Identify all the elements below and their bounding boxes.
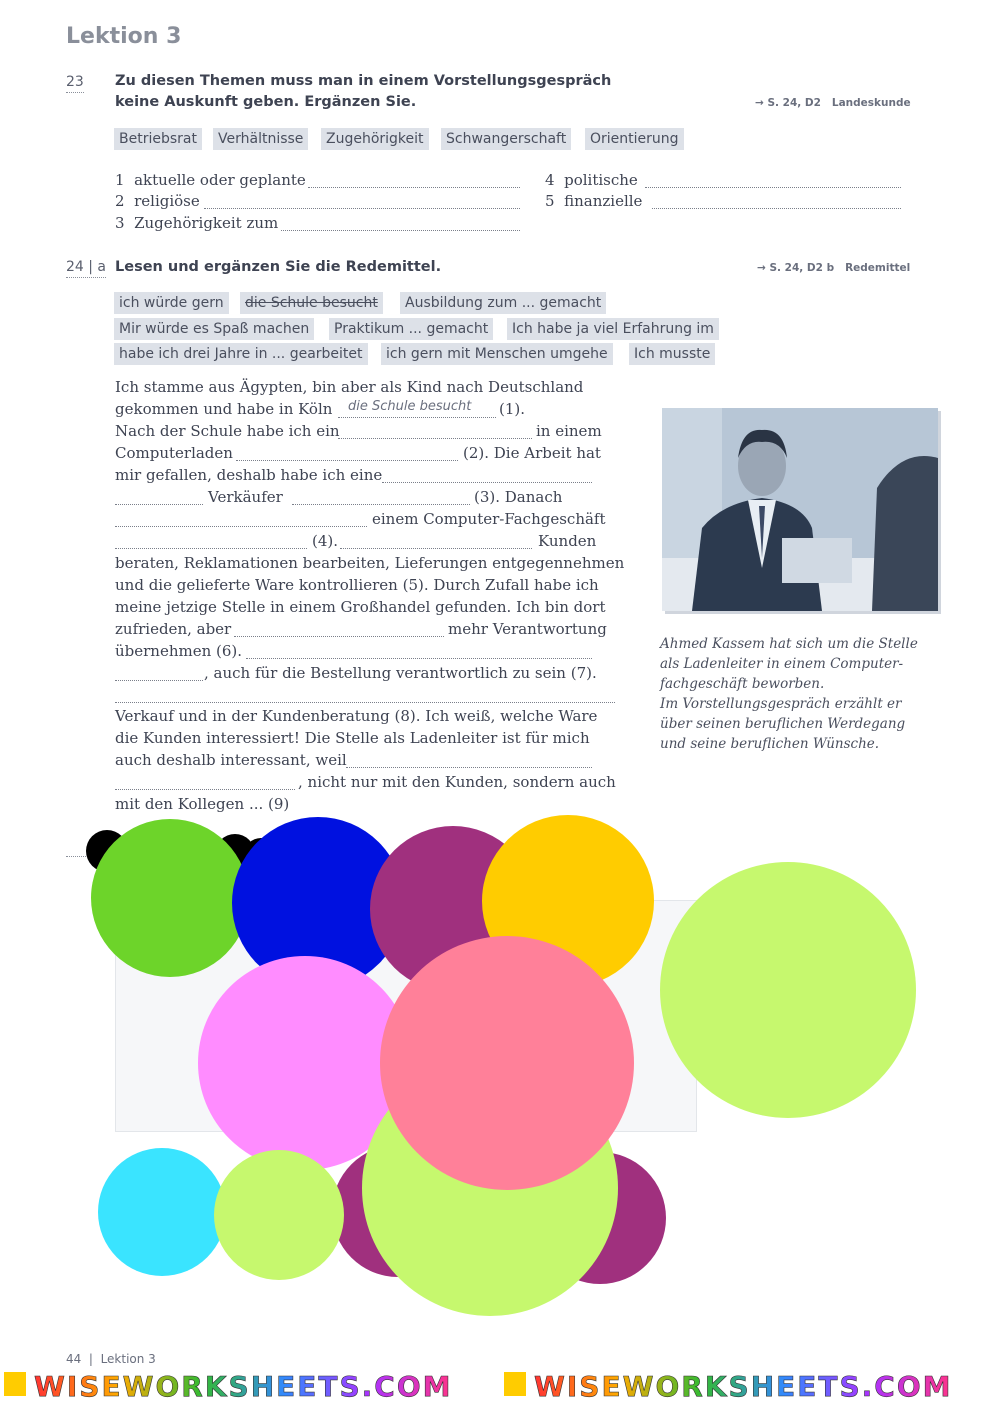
answer-blank[interactable] <box>115 525 367 527</box>
phrase-chip: Ich musste <box>629 343 715 365</box>
caption-line: als Ladenleiter in einem Computer- <box>660 656 904 672</box>
exercise-24-title: Lesen und ergänzen Sie die Redemittel. <box>115 259 442 275</box>
watermark-svg <box>4 1368 996 1402</box>
phrase-chip: habe ich drei Jahre in ... gearbeitet <box>114 343 368 365</box>
handwritten-answer: die Schule besucht <box>348 399 472 414</box>
word-chip: Orientierung <box>585 128 684 150</box>
item-text: religiöse <box>134 192 200 210</box>
lime-circle[interactable] <box>660 862 916 1118</box>
text-line: (4). <box>312 532 339 550</box>
exercise-23-item <box>115 213 278 233</box>
answer-blank[interactable] <box>652 207 901 209</box>
text-line: (3). Danach <box>474 488 563 506</box>
caption-line: fachgeschäft beworben. <box>660 676 825 692</box>
text-line: mir gefallen, deshalb habe ich eine <box>115 466 383 484</box>
text-line: auch deshalb interessant, weil <box>115 751 347 769</box>
text-line: mit den Kollegen ... (9) <box>115 795 290 813</box>
answer-blank[interactable] <box>308 186 520 188</box>
word-chip: Betriebsrat <box>114 128 202 150</box>
interview-photo-illustration <box>662 408 938 611</box>
text-line: und die gelieferte Ware kontrollieren (5). Durch Zufall habe ich <box>115 576 599 594</box>
caption-line: Ahmed Kassem hat sich um die Stelle <box>660 636 918 652</box>
item-number: 5 <box>545 192 555 210</box>
phrase-chip: Mir würde es Spaß machen <box>114 318 314 340</box>
text-line: Kunden <box>538 532 597 550</box>
item-number: 2 <box>115 192 125 210</box>
laptop <box>782 538 852 583</box>
answer-blank[interactable] <box>115 679 203 681</box>
phrase-chip: ich würde gern <box>114 292 229 314</box>
text-line: , nicht nur mit den Kunden, sondern auch <box>298 773 616 791</box>
text-line: Nach der Schule habe ich ein <box>115 422 340 440</box>
answer-blank[interactable] <box>645 186 901 188</box>
text-line: die Kunden interessiert! Die Stelle als Ladenleiter ist für mich <box>115 729 590 747</box>
logo-square <box>4 1372 26 1396</box>
item-number: 4 <box>545 171 555 189</box>
page-header-title: Lektion 3 <box>66 24 182 49</box>
exercise-23-number: 23 <box>66 74 84 93</box>
item-number: 3 <box>115 214 125 232</box>
answer-blank[interactable] <box>204 207 520 209</box>
item-text: politische <box>564 171 638 189</box>
text-line: einem Computer-Fachgeschäft <box>372 510 606 528</box>
answer-blank[interactable] <box>246 657 592 659</box>
answer-blank[interactable] <box>346 766 592 768</box>
interview-photo <box>662 408 938 611</box>
text-line: mehr Verantwortung <box>448 620 607 638</box>
phrase-chip-used: die Schule besucht <box>240 292 383 314</box>
photo-caption <box>660 634 918 754</box>
green-circle[interactable] <box>91 819 249 977</box>
text-line: (2). Die Arbeit hat <box>463 444 601 462</box>
item-text: finanzielle <box>564 192 643 210</box>
item-text: Zugehörigkeit zum <box>134 214 279 232</box>
answer-blank[interactable] <box>115 547 307 549</box>
answer-blank[interactable] <box>234 635 444 637</box>
phrase-chip: Ich habe ja viel Erfahrung im <box>507 318 719 340</box>
exercise-23-reference: → S. 24, D2 Landeskunde <box>755 97 911 109</box>
word-chip: Zugehörigkeit <box>321 128 429 150</box>
rose-circle[interactable] <box>380 936 634 1190</box>
exercise-24-reference: → S. 24, D2 b Redemittel <box>757 262 911 274</box>
answer-blank[interactable] <box>115 788 295 790</box>
item-text: aktuelle oder geplante <box>134 171 306 189</box>
text-line: übernehmen (6). <box>115 642 243 660</box>
exercise-23-item <box>545 191 642 211</box>
lime-circle[interactable] <box>214 1150 344 1280</box>
answer-blank[interactable] <box>236 459 458 461</box>
answer-blank[interactable] <box>281 229 520 231</box>
word-chip: Schwangerschaft <box>441 128 571 150</box>
logo-square <box>504 1372 526 1396</box>
text-line: in einem <box>536 422 602 440</box>
page-number: 44 | Lektion 3 <box>66 1352 156 1366</box>
answer-blank[interactable] <box>115 503 203 505</box>
text-line: beraten, Reklamationen bearbeiten, Lieferungen entgegennehmen <box>115 554 625 572</box>
phrase-chip: ich gern mit Menschen umgehe <box>381 343 613 365</box>
text-line: meine jetzige Stelle in einem Großhandel gefunden. Ich bin dort <box>115 598 606 616</box>
caption-line: und seine beruflichen Wünsche. <box>660 736 880 752</box>
exercise-23-title <box>115 71 611 113</box>
text-line: zufrieden, aber <box>115 620 232 638</box>
item-number: 1 <box>115 171 125 189</box>
watermark-text: WISEWORKSHEETS.COM <box>534 1370 953 1402</box>
caption-line: Im Vorstellungsgespräch erzählt er <box>660 696 902 712</box>
answer-blank[interactable] <box>292 503 470 505</box>
text-line: Ich stamme aus Ägypten, bin aber als Kind nach Deutschland <box>115 378 584 396</box>
exercise-23-title-line2: keine Auskunft geben. Ergänzen Sie. <box>115 94 417 110</box>
text-line: Verkäufer <box>208 488 283 506</box>
answer-blank[interactable] <box>340 547 532 549</box>
text-line: Verkauf und in der Kundenberatung (8). Ich weiß, welche Ware <box>115 707 598 725</box>
answer-blank[interactable] <box>338 437 532 439</box>
text-line: gekommen und habe in Köln <box>115 400 333 418</box>
exercise-23-title-line1: Zu diesen Themen muss man in einem Vorstellungsgespräch <box>115 73 612 89</box>
phrase-chip: Praktikum ... gemacht <box>329 318 493 340</box>
exercise-24-number: 24 | a <box>66 259 106 278</box>
text-line: (1). <box>499 400 526 418</box>
cyan-circle[interactable] <box>98 1148 226 1276</box>
watermark-text: WISEWORKSHEETS.COM <box>34 1370 453 1402</box>
text-line: Computerladen <box>115 444 233 462</box>
answer-blank[interactable] <box>338 416 496 418</box>
word-chip: Verhältnisse <box>213 128 308 150</box>
text-line: , auch für die Bestellung verantwortlich zu sein (7). <box>204 664 597 682</box>
exercise-23-item <box>545 170 638 190</box>
answer-blank[interactable] <box>382 481 592 483</box>
exercise-23-item <box>115 170 306 190</box>
caption-line: über seinen beruflichen Werdegang <box>660 716 906 732</box>
answer-blank[interactable] <box>115 701 615 703</box>
exercise-23-item <box>115 191 200 211</box>
phrase-chip: Ausbildung zum ... gemacht <box>400 292 606 314</box>
